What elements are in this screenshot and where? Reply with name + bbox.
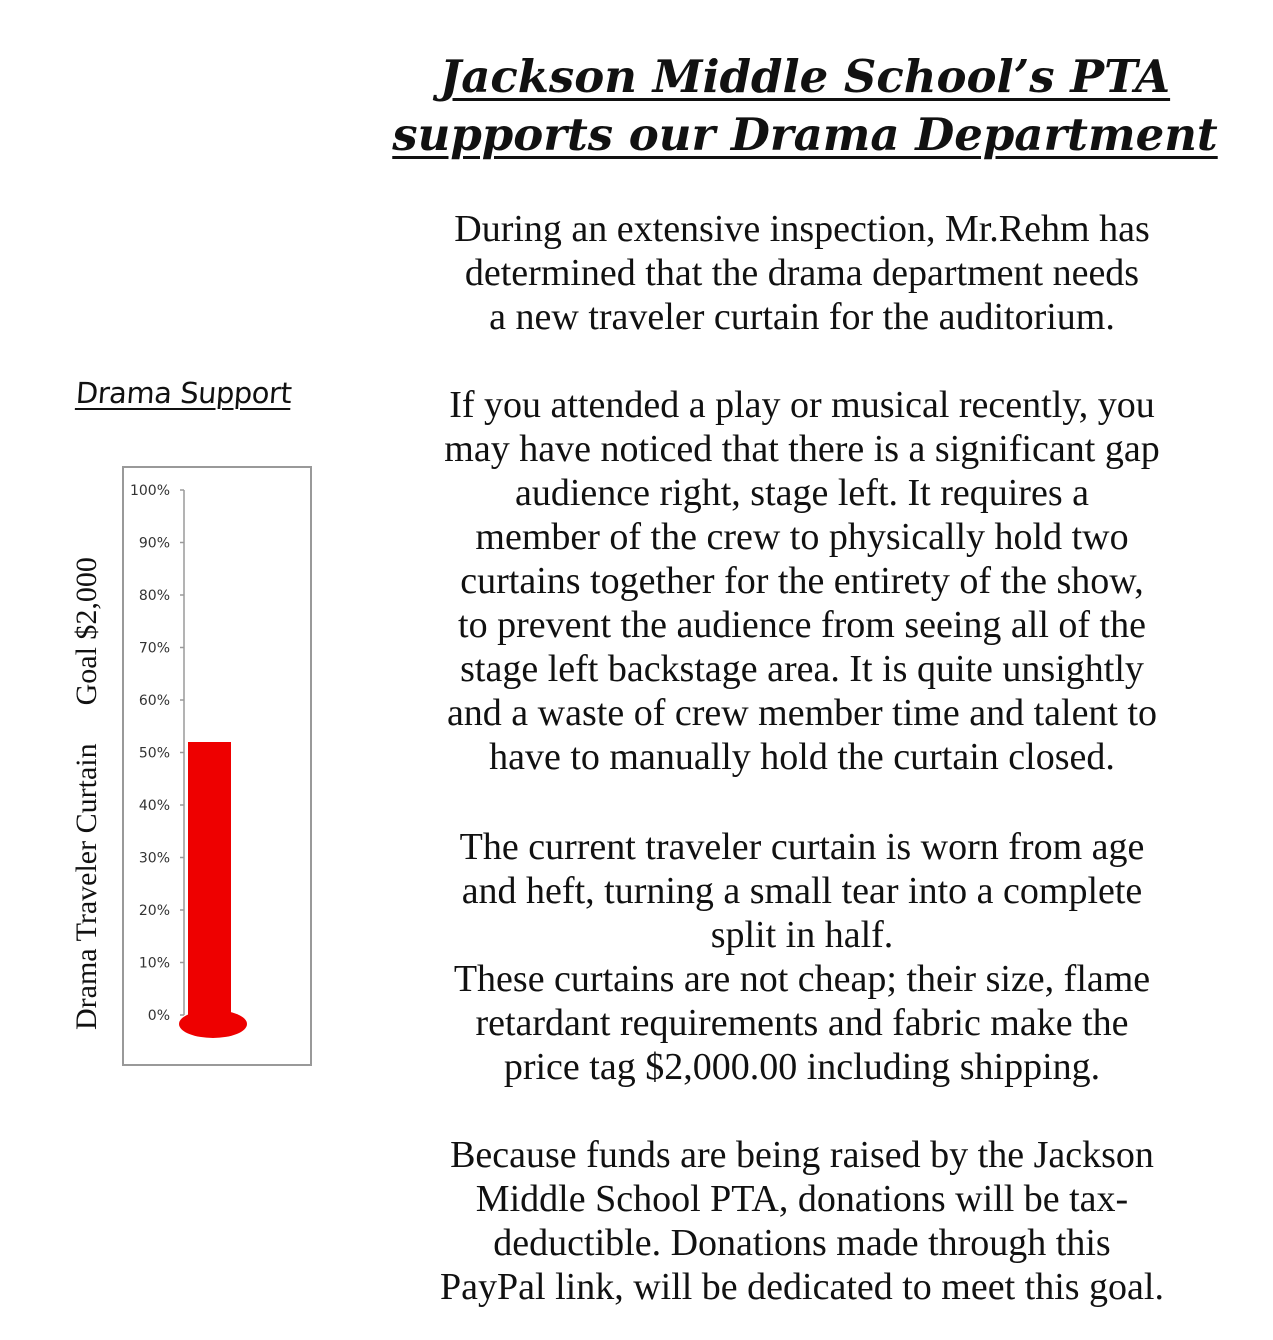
y-tick-label: 70% — [138, 640, 170, 657]
paypal-link-text: PayPal link, will be dedicated to meet this goal. — [440, 1266, 1164, 1308]
text-line: determined that the drama department needs — [464, 252, 1140, 294]
text-line: If you attended a play or musical recently, you — [449, 384, 1155, 426]
text-line: During an extensive inspection, Mr.Rehm has — [454, 208, 1150, 250]
y-tick-label: 10% — [138, 955, 170, 972]
text-line: and heft, turning a small tear into a complete — [461, 870, 1143, 912]
y-tick-label: 0% — [147, 1008, 170, 1024]
y-tick-label: 20% — [138, 903, 170, 919]
y-tick-label: 100% — [129, 483, 170, 499]
text-line: may have noticed that there is a significant gap — [444, 428, 1160, 470]
text-line: deductible. Donations made through this — [493, 1222, 1111, 1264]
text-line: curtains together for the entirety of the show, — [460, 560, 1144, 602]
chart-title: Drama Support — [74, 376, 293, 410]
text-line: stage left backstage area. It is quite unsightly — [460, 648, 1144, 690]
text-line: have to manually hold the curtain closed. — [489, 736, 1115, 778]
paragraph-cost — [350, 825, 1254, 1089]
text-line: and a waste of crew member time and talent to — [446, 692, 1158, 734]
text-line: member of the crew to physically hold two — [475, 516, 1129, 558]
thermometer-svg — [124, 468, 310, 1064]
thermometer-chart — [122, 466, 312, 1066]
chart-side-label — [70, 500, 104, 1030]
text-line: Middle School PTA, donations will be tax- — [475, 1178, 1129, 1220]
y-tick-label: 30% — [138, 850, 170, 867]
title-line-2: supports our Drama Department — [392, 108, 1218, 161]
paragraph-curtain-gap — [350, 383, 1254, 779]
text-line: audience right, stage left. It requires a — [515, 472, 1089, 514]
title-line-1: Jackson Middle School’s PTA — [439, 50, 1171, 103]
text-line: Because funds are being raised by the Jackson — [450, 1134, 1154, 1176]
text-line: retardant requirements and fabric make the — [475, 1002, 1129, 1044]
text-line: These curtains are not cheap; their size, flame — [453, 958, 1151, 1000]
thermometer-bulb — [179, 1010, 247, 1038]
page-title — [340, 48, 1270, 164]
y-tick-label: 60% — [138, 693, 170, 709]
y-tick-label: 50% — [138, 745, 170, 762]
text-line: a new traveler curtain for the auditorium. — [489, 296, 1115, 338]
paragraph-donations — [350, 1133, 1254, 1309]
y-tick-label: 90% — [138, 535, 170, 552]
paragraph-inspection — [350, 207, 1254, 339]
text-line: price tag $2,000.00 including shipping. — [503, 1046, 1101, 1088]
y-tick-label: 80% — [138, 588, 170, 604]
text-line: The current traveler curtain is worn from age — [459, 826, 1145, 868]
thermometer-fill-bar — [188, 742, 231, 1019]
text-line: to prevent the audience from seeing all of the — [458, 604, 1146, 646]
y-tick-label: 40% — [138, 798, 170, 814]
text-line: split in half. — [710, 914, 894, 956]
side-label-right: Goal $2,000 — [70, 557, 103, 706]
side-label-left: Drama Traveler Curtain — [70, 743, 103, 1030]
